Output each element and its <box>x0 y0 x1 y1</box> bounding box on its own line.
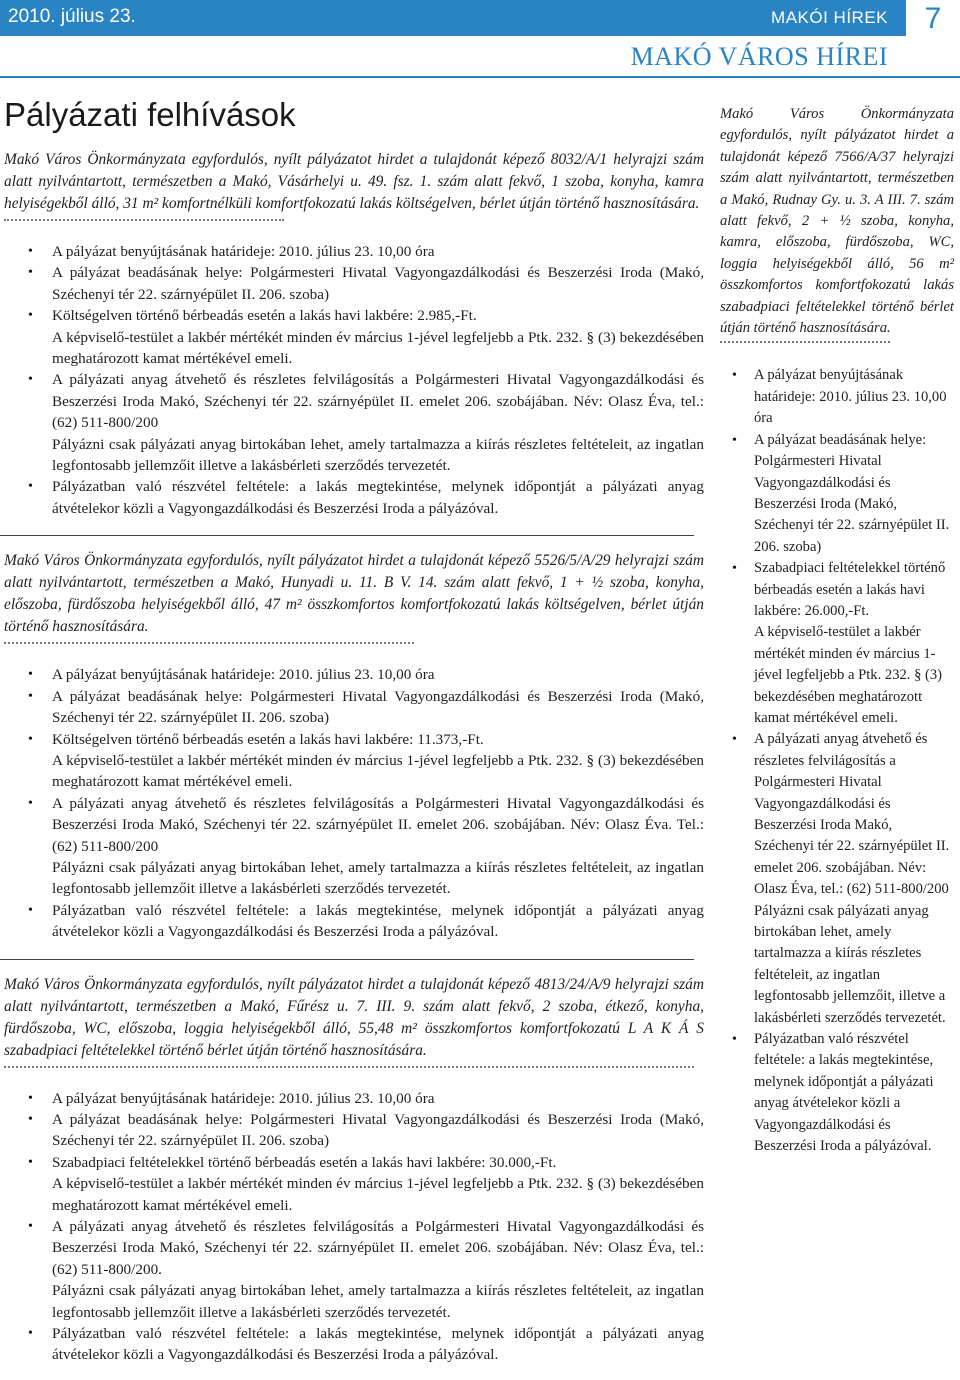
list-item: Pályázni csak pályázati anyag birtokában lehet, amely tartalmazza a kiírás részletes feltételeit, az ingatlan legfontosabb jellemzőit, illetve a lakásbérleti szerződés tervezetét. <box>754 902 946 1026</box>
list-item: Pályázni csak pályázati anyag birtokában lehet, amely tartalmazza a kiírás részletes feltételeit, az ingatlan legfontosabb jellemzőit illetve a lakásbérleti szerződés tervezetét. <box>52 435 704 475</box>
list-item: • A pályázati anyag átvehető és részletes felvilágosítás a Polgármesteri Hivatal Vagyongazdálkodási és Beszerzési Iroda Makó, Széchenyi tér 22. szárnyépület II. emelet 206. szobájában. Név: Olasz Éva, tel.: (62) 511-800/200 <box>52 369 704 433</box>
list-item: Pályázni csak pályázati anyag birtokában lehet, amely tartalmazza a kiírás részletes feltételeit, az ingatlan legfontosabb jellemzőit illetve a lakásbérleti szerződés tervezetét. <box>52 858 704 898</box>
list-item: • A pályázat benyújtásának határideje: 2010. július 23. 10,00 óra <box>754 365 954 429</box>
list-item: • Költségelven történő bérbeadás esetén a lakás havi lakbére: 11.373,-Ft. <box>52 729 704 750</box>
list-item: • A pályázati anyag átvehető és részletes felvilágosítás a Polgármesteri Hivatal Vagyongazdálkodási és Beszerzési Iroda Makó, Széchenyi tér 22. szárnyépület II. emelet 206. szobájában. Név: Olasz Éva, tel.: (62) 511-800/200 <box>754 729 954 900</box>
list-item: • Költségelven történő bérbeadás esetén a lakás havi lakbére: 2.985,-Ft. <box>52 305 704 326</box>
header-bar <box>0 0 906 36</box>
tender-intro: Makó Város Önkormányzata egyfordulós, nyílt pályázatot hirdet a tulajdonát képező 5526/5/A/29 helyrajzi szám alatt nyilvántartott, természetben a Makó, Hunyadi u. 11. B V. 14. szám alatt fekvő, 1 + ½ szoba, konyha, előszoba, fürdőszoba helyiségekből álló, 47 m² összkomfortos komfortfokozatú lakás költségelven, bérlet útján történő hasznosítására. <box>4 552 704 636</box>
list-item: Pályázni csak pályázati anyag birtokában lehet, amely tartalmazza a kiírás részletes feltételeit, az ingatlan legfontosabb jellemzőit illetve a lakásbérleti szerződés tervezetét. <box>52 1282 704 1321</box>
list-item: • A pályázat beadásának helye: Polgármesteri Hivatal Vagyongazdálkodási és Beszerzési Iroda (Makó, Széchenyi tér 22. szárnyépület II. 206. szoba) <box>52 262 704 305</box>
list-item: • Pályázatban való részvétel feltétele: a lakás megtekintése, melynek időpontját a pályázati anyag átvételekor közli a Vagyongazdálkodási és Beszerzési Iroda a pályázóval. <box>52 1323 704 1366</box>
list-item: • A pályázat benyújtásának határideje: 2010. július 23. 10,00 óra <box>52 241 704 262</box>
list-item: • Szabadpiaci feltételekkel történő bérbeadás esetén a lakás havi lakbére: 30.000,-Ft. <box>52 1152 704 1173</box>
list-item: • Pályázatban való részvétel feltétele: a lakás megtekintése, melynek időpontját a pályázati anyag átvételekor közli a Vagyongazdálkodási és Beszerzési Iroda a pályázóval. <box>52 476 704 519</box>
list-item: • A pályázati anyag átvehető és részletes felvilágosítás a Polgármesteri Hivatal Vagyongazdálkodási és Beszerzési Iroda Makó, Széchenyi tér 22. szárnyépület II. emelet 206. szobájában. Név: Olasz Éva, tel.: (62) 511-800/200. <box>52 1216 704 1280</box>
list-item: • A pályázat beadásának helye: Polgármesteri Hivatal Vagyongazdálkodási és Beszerzési Iroda (Makó, Széchenyi tér 22. szárnyépület II. 206. szoba) <box>52 686 704 729</box>
list-item: • Szabadpiaci feltételekkel történő bérbeadás esetén a lakás havi lakbére: 26.000,-Ft. <box>754 558 954 622</box>
dotted-divider <box>4 1066 694 1068</box>
list-item: • A pályázat beadásának helye: Polgármesteri Hivatal Vagyongazdálkodási és Beszerzési Iroda (Makó, Széchenyi tér 22. szárnyépület II. 206. szoba) <box>52 1109 704 1152</box>
tender-list <box>4 241 704 519</box>
list-item: • Pályázatban való részvétel feltétele: a lakás megtekintése, melynek időpontját a pályázati anyag átvételekor közli a Vagyongazdálkodási és Beszerzési Iroda a pályázóval. <box>754 1029 954 1157</box>
dotted-divider <box>4 219 284 221</box>
tender-intro: Makó Város Önkormányzata egyfordulós, nyílt pályázatot hirdet a tulajdonát képező 7566/A/37 helyrajzi szám alatt nyilvántartott, természetben a Makó, Rudnay Gy. u. 3. A III. 7. szám alatt fekvő, 2 + ½ szoba, konyha, kamra, előszoba, fürdőszoba, WC, loggia helyiségekből álló, 56 m² összkomfortos komfortfokozatú lakás szabadpiaci feltételekkel történő bérlet útján történő hasznosítására. <box>720 106 954 337</box>
list-item: A képviselő-testület a lakbér mértékét minden év március 1-jével legfeljebb a Ptk. 232. § (3) bekezdésében meghatározott kamat mértékével emeli. <box>754 624 943 726</box>
list-item: • A pályázat beadásának helye: Polgármesteri Hivatal Vagyongazdálkodási és Beszerzési Iroda (Makó, Széchenyi tér 22. szárnyépület II. 206. szoba) <box>754 430 954 558</box>
dotted-divider <box>720 341 890 343</box>
tender-block-3 <box>4 974 704 1366</box>
tender-list <box>720 365 954 1157</box>
page-number: 7 <box>924 2 942 35</box>
list-item: A képviselő-testület a lakbér mértékét minden év március 1-jével legfeljebb a Ptk. 232. § (3) bekezdésében meghatározott kamat mértékével emeli. <box>52 1175 704 1214</box>
list-item: • A pályázati anyag átvehető és részletes felvilágosítás a Polgármesteri Hivatal Vagyongazdálkodási és Beszerzési Iroda Makó, Széchenyi tér 22. szárnyépület II. emelet 206. szobájában. Név: Olasz Éva. Tel.: (62) 511-800/200 <box>52 793 704 857</box>
section-title: MAKÓI HÍREK <box>771 8 888 27</box>
issue-date: 2010. július 23. <box>8 6 136 27</box>
header-rule <box>0 76 960 78</box>
list-item: • A pályázat benyújtásának határideje: 2010. július 23. 10,00 óra <box>52 664 704 685</box>
dotted-divider <box>4 642 414 644</box>
tender-block-2 <box>4 550 704 942</box>
tender-intro: Makó Város Önkormányzata egyfordulós, nyílt pályázatot hirdet a tulajdonát képező 4813/24/A/9 helyrajzi szám alatt nyilvántartott, természetben a Makó, Fűrész u. 7. III. 9. szám alatt fekvő, 2 szoba, étkező, konyha, fürdőszoba, WC, előszoba, loggia helyiségekből álló, 55,48 m² összkomfortos komfortfokozatú L A K Á S szabadpiaci feltételekkel történő bérlet útján történő hasznosítására. <box>4 975 704 1059</box>
main-column <box>4 97 704 1366</box>
page-title: Pályázati felhívások <box>4 96 296 133</box>
tender-list <box>4 664 704 942</box>
list-item: • A pályázat benyújtásának határideje: 2010. július 23. 10,00 óra <box>52 1088 704 1109</box>
list-item: A képviselő-testület a lakbér mértékét minden év március 1-jével legfeljebb a Ptk. 232. § (3) bekezdésében meghatározott kamat mértékével emeli. <box>52 751 704 791</box>
page-subtitle: MAKÓ VÁROS HÍREI <box>630 42 888 71</box>
section-divider <box>0 535 694 536</box>
tender-block-1 <box>4 149 704 519</box>
list-item: • Pályázatban való részvétel feltétele: a lakás megtekintése, melynek időpontját a pályázati anyag átvételekor közli a Vagyongazdálkodási és Beszerzési Iroda a pályázóval. <box>52 900 704 943</box>
side-column <box>720 104 954 1158</box>
tender-intro: Makó Város Önkormányzata egyfordulós, nyílt pályázatot hirdet a tulajdonát képező 8032/A/1 helyrajzi szám alatt nyilvántartott, természetben a Makó, Vásárhelyi u. 49. fsz. 1. szám alatt fekvő, 1 szoba, konyha, kamra helyiségekből álló, 31 m² komfortnélküli komfortfokozatú lakás költségelven, bérlet útján történő hasznosítására. <box>4 151 704 212</box>
section-divider <box>0 959 694 960</box>
list-item: A képviselő-testület a lakbér mértékét minden év március 1-jével legfeljebb a Ptk. 232. § (3) bekezdésében meghatározott kamat mértékével emeli. <box>52 328 704 368</box>
tender-list <box>4 1088 704 1366</box>
